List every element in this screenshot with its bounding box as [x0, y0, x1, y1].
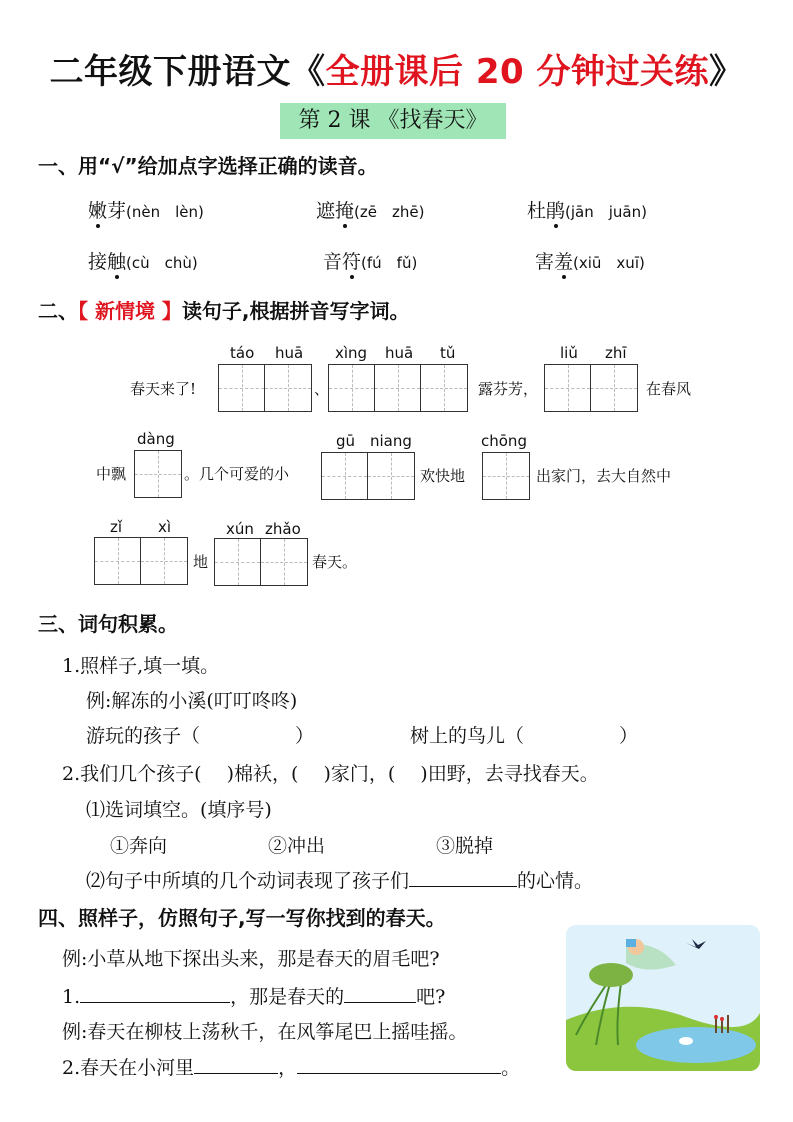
question-text: 。 [501, 1057, 521, 1079]
reading-item [88, 196, 204, 223]
question-text: 2.春天在小河里 [62, 1057, 195, 1079]
writing-grid[interactable] [544, 364, 638, 412]
dotted-char: 嫩 [88, 196, 107, 223]
reading-item [88, 247, 198, 274]
section2-heading [38, 295, 410, 324]
writing-grid[interactable] [328, 364, 468, 412]
spring-scene-icon [566, 925, 760, 1071]
reading-item [535, 247, 645, 274]
page-title [0, 44, 793, 93]
question-line [62, 982, 445, 1009]
char: 音 [323, 251, 343, 273]
char: 芽 [107, 200, 127, 222]
sentence-text: 在春风 [646, 380, 692, 398]
question-text: 2.我们几个孩子( )棉袄，( )家门，( )田野，去寻找春天。 [62, 763, 599, 785]
lesson-banner: 第 2 课 《找春天》 [280, 103, 506, 139]
dotted-char: 符 [342, 247, 361, 274]
sentence-text: 春天。 [312, 553, 358, 571]
question-text: 1.照样子,填一填。 [62, 655, 220, 677]
pinyin-label: xún [226, 520, 254, 538]
answer-blank[interactable] [344, 984, 416, 1003]
sentence-text: 、 [314, 380, 330, 398]
writing-grid[interactable] [94, 537, 188, 585]
new-context-tag: 【 新情境 】 [78, 299, 182, 323]
example-text: 例:春天在柳枝上荡秋千，在风筝尾巴上摇哇摇。 [62, 1021, 468, 1043]
pinyin-label: zǐ [110, 518, 123, 536]
pinyin-label: xìng [335, 344, 368, 362]
pinyin-options: (jān juān) [565, 203, 647, 221]
heading-text: 读句子,根据拼音写字词。 [181, 299, 410, 323]
sentence-text: 中飘 [96, 465, 127, 483]
sentence-text: 欢快地 [420, 467, 466, 485]
pinyin-label: huā [385, 344, 414, 362]
section1-heading: 一、用“√”给加点字选择正确的读音。 [38, 154, 378, 178]
pinyin-options: (nèn lèn) [126, 203, 204, 221]
spring-illustration [566, 925, 760, 1071]
question-text: ， [278, 1057, 298, 1079]
writing-grid[interactable] [218, 364, 312, 412]
pinyin-options: (fú fǔ) [361, 254, 418, 272]
reading-item [527, 196, 647, 223]
question-text: ⑵句子中所填的几个动词表现了孩子们 [86, 870, 410, 892]
option-2: ②冲出 [268, 835, 326, 857]
pinyin-label: chōng [481, 432, 527, 450]
writing-grid[interactable] [321, 452, 415, 500]
question-text: ⑴选词填空。(填序号) [86, 799, 272, 821]
pinyin-label: huā [275, 344, 304, 362]
question-text: ，那是春天的 [230, 986, 345, 1008]
question-line [86, 866, 593, 893]
option-3: ③脱掉 [436, 835, 494, 857]
question-num: 1. [62, 986, 81, 1008]
sentence-text: 出家门，去大自然中 [536, 467, 672, 485]
section3-heading: 三、词句积累。 [38, 612, 178, 636]
char: 杜 [527, 200, 547, 222]
dotted-char: 鹃 [546, 196, 565, 223]
option-1: ①奔向 [110, 835, 168, 857]
char: 害 [535, 251, 555, 273]
char: 接 [88, 251, 108, 273]
title-red: 全册课后 20 分钟过关练 [325, 52, 709, 92]
sentence-text: 露芬芳， [478, 380, 539, 398]
example-text: 例:解冻的小溪(叮叮咚咚) [86, 690, 298, 712]
char: 遮 [316, 200, 336, 222]
question-line [62, 1053, 520, 1080]
writing-grid[interactable] [214, 538, 308, 586]
answer-blank[interactable] [194, 1055, 278, 1074]
reading-item [323, 247, 417, 274]
dotted-char: 掩 [335, 196, 354, 223]
sentence-text: 地 [193, 553, 209, 571]
heading-prefix: 二、 [38, 299, 78, 323]
answer-blank[interactable] [297, 1055, 501, 1074]
pinyin-label: tǔ [440, 344, 456, 362]
dotted-char: 羞 [554, 247, 573, 274]
sentence-text: 春天来了! [130, 380, 197, 398]
pinyin-label: dàng [137, 430, 175, 448]
dotted-char: 触 [107, 247, 126, 274]
pinyin-label: táo [230, 344, 255, 362]
sentence-text: 。几个可爱的小 [184, 465, 290, 483]
writing-grid[interactable] [134, 450, 182, 498]
pinyin-label: xì [158, 518, 172, 536]
fill-blank[interactable]: 游玩的孩子（ ） [86, 725, 315, 747]
writing-grid[interactable] [482, 452, 530, 500]
pinyin-options: (xiū xuī) [573, 254, 645, 272]
pinyin-label: liǔ [560, 344, 578, 362]
answer-blank[interactable] [409, 868, 517, 887]
example-text: 例:小草从地下探出头来，那是春天的眉毛吧? [62, 948, 440, 970]
pinyin-label: zhī [605, 344, 627, 362]
pinyin-label: zhǎo [265, 520, 301, 538]
title-end: 》 [709, 52, 744, 92]
pinyin-options: (cù chù) [126, 254, 198, 272]
question-text: 吧? [416, 986, 446, 1008]
pinyin-options: (zē zhē) [354, 203, 425, 221]
pinyin-label: niang [370, 432, 412, 450]
section4-heading: 四、照样子，仿照句子,写一写你找到的春天。 [38, 906, 446, 930]
title-part: 二年级下册语文《 [49, 52, 326, 92]
question-text: 的心情。 [517, 870, 594, 892]
answer-blank[interactable] [80, 984, 230, 1003]
fill-blank[interactable]: 树上的鸟儿（ ） [410, 725, 639, 747]
pinyin-label: gū [336, 432, 356, 450]
reading-item [316, 196, 424, 223]
